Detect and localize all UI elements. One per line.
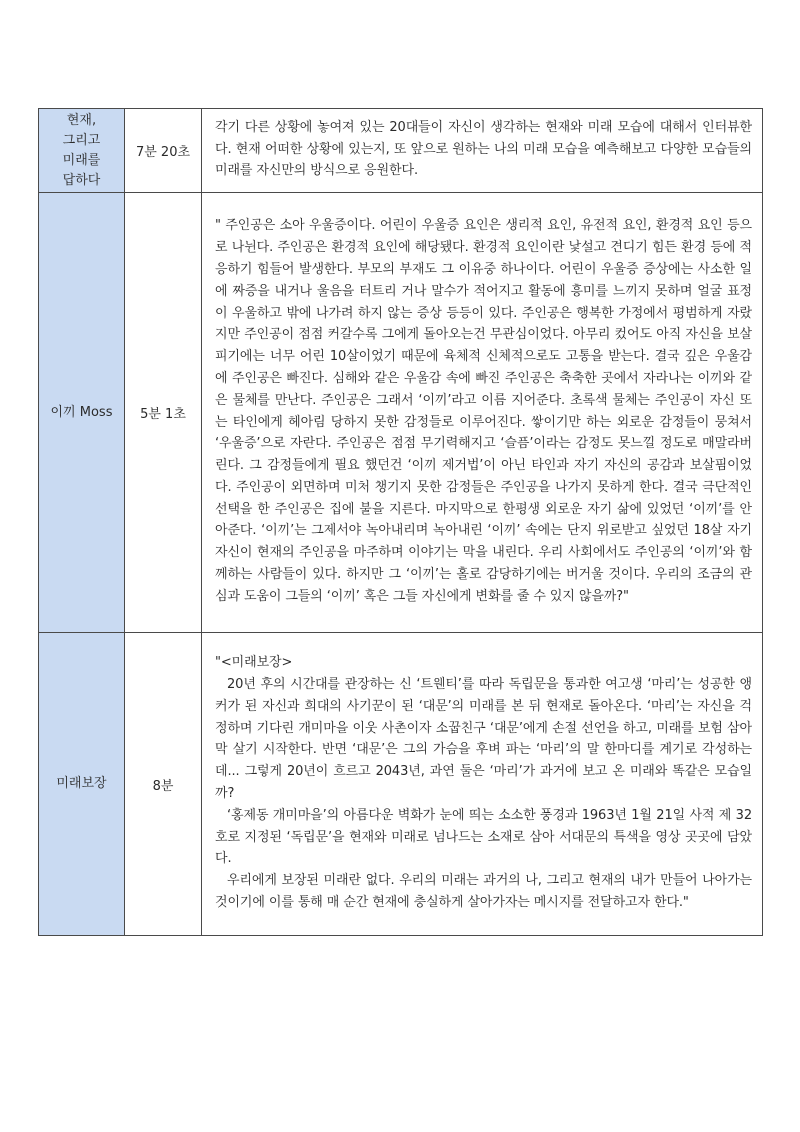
description-paragraph: 우리에게 보장된 미래란 없다. 우리의 미래는 과거의 나, 그리고 현재의 내가 만들어 나아가는 것이기에 이를 통해 매 순간 현재에 충실하게 살아가자는 메시지를 전달하고자 한다." bbox=[215, 873, 752, 910]
running-time-cell bbox=[125, 109, 202, 193]
description-cell bbox=[202, 633, 763, 936]
program-title-cell bbox=[39, 193, 125, 633]
program-title-cell bbox=[39, 109, 125, 193]
program-title-line: 현재, bbox=[66, 112, 97, 128]
running-time-cell bbox=[125, 633, 202, 936]
program-title-line: 답하다 bbox=[62, 172, 101, 188]
program-title-cell bbox=[39, 633, 125, 936]
description-cell bbox=[202, 109, 763, 193]
program-title: 이끼 Moss bbox=[50, 404, 113, 420]
description-heading: "<미래보장> bbox=[215, 655, 293, 671]
running-time-cell bbox=[125, 193, 202, 633]
description-text: 각기 다른 상황에 놓여져 있는 20대들이 자신이 생각하는 현재와 미래 모습에 대해서 인터뷰한다. 현재 어떠한 상황에 있는지, 또 앞으로 원하는 나의 미래 모습을 예측해보고 다양한 모습들의 미래를 자신만의 방식으로 응원한다. bbox=[215, 119, 752, 179]
table-row bbox=[39, 633, 763, 936]
program-title: 미래보장 bbox=[56, 776, 107, 791]
running-time: 8분 bbox=[152, 778, 174, 794]
program-title-line: 그리고 bbox=[62, 132, 101, 148]
description-text: " 주인공은 소아 우울증이다. 어린이 우울증 요인은 생리적 요인, 유전적 요인, 환경적 요인 등으로 나뉜다. 주인공은 환경적 요인에 해당됐다. 환경적 요인이란 낯설고 견디기 힘든 환경 등에 적응하기 힘들어 발생한다. 부모의 부재도 그 이유중 하나이다. 어린이 우울증 증상에는 사소한 일에 짜증을 내거나 울음을 터트리 거나 말수가 적어지고 활동에 흥미를 느끼지 못하며 얼굴 표정이 우울하고 밖에 나가려 하지 않는 증상 등등이 있다. 주인공은 행복한 가정에서 평범하게 자랐지만 주인공이 점점 커갈수록 그에게 돌아오는건 무관심이었다. 아무리 컸어도 아직 자신을 보살피기에는 너무 어린 10살이었기 때문에 육체적 신체적으로도 고통을 받는다. 결국 깊은 우울감에 주인공은 빠진다. 심해와 같은 우울감 속에 빠진 주인공은 축축한 곳에서 자라나는 이끼와 같은 물체를 만난다. 주인공은 그래서 ‘이끼’라고 이름 지어준다. 초록색 물체는 주인공이 자신 또는 타인에게 헤아림 당하지 못한 감정들로 이루어진다. 쌓이기만 하는 외로운 감정들이 뭉쳐서 ‘우울증’으로 자란다. 주인공은 점점 무기력해지고 ‘슬픔’이라는 감정도 못느낄 정도로 매말라버린다. 그 감정들에게 필요 했던건 ‘이끼 제거법’이 아닌 타인과 자기 자신의 공감과 보살핌이었다. 주인공이 외면하며 미처 챙기지 못한 감정들은 주인공을 나가지 못하게 한다. 결국 극단적인 선택을 한 주인공은 집에 불을 지른다. 마지막으로 한평생 외로운 자기 삶에 있었던 ‘이끼’를 안아준다. ‘이끼’는 그제서야 녹아내리며 녹아내린 ‘이끼’ 속에는 단지 위로받고 싶었던 18살 자기 자신이 현재의 주인공을 마주하며 이야기는 막을 내린다. 우리 사회에서도 주인공의 ‘이끼’와 함께하는 사람들이 있다. 하지만 그 ‘이끼’는 홀로 감당하기에는 버거울 것이다. 우리의 조금의 관심과 도움이 그들의 ‘이끼’ 혹은 그들 자신에게 변화를 줄 수 있지 않을까?" bbox=[215, 218, 752, 604]
running-time: 5분 1초 bbox=[140, 407, 186, 422]
program-title-line: 미래를 bbox=[62, 152, 101, 168]
table-row bbox=[39, 109, 763, 193]
program-table bbox=[38, 108, 763, 936]
description-cell bbox=[202, 193, 763, 633]
description-paragraph: ‘홍제동 개미마을’의 아름다운 벽화가 눈에 띄는 소소한 풍경과 1963년 1월 21일 사적 제 32호로 지정된 ‘독립문’을 현재와 미래로 넘나드는 소재로 삼아 서대문의 특색을 영상 곳곳에 담았다. bbox=[215, 807, 752, 867]
description-paragraph: 20년 후의 시간대를 관장하는 신 ‘트웬티’를 따라 독립문을 통과한 여고생 ‘마리’는 성공한 앵커가 된 자신과 희대의 사기꾼이 된 ‘대문’의 미래를 본 뒤 현재로 돌아온다. ‘마리’는 자신을 걱정하며 기다린 개미마을 이웃 사촌이자 소꿉친구 ‘대문’에게 손절 선언을 하고, 미래를 보험 삼아 막 살기 시작한다. 반면 ‘대문’은 그의 가슴을 후벼 파는 ‘마리’의 말 한마디를 계기로 각성하는데... 그렇게 20년이 흐르고 2043년, 과연 둘은 ‘마리’가 과거에 보고 온 미래와 똑같은 모습일까? bbox=[215, 677, 752, 801]
table-row bbox=[39, 193, 763, 633]
running-time: 7분 20초 bbox=[135, 145, 191, 160]
